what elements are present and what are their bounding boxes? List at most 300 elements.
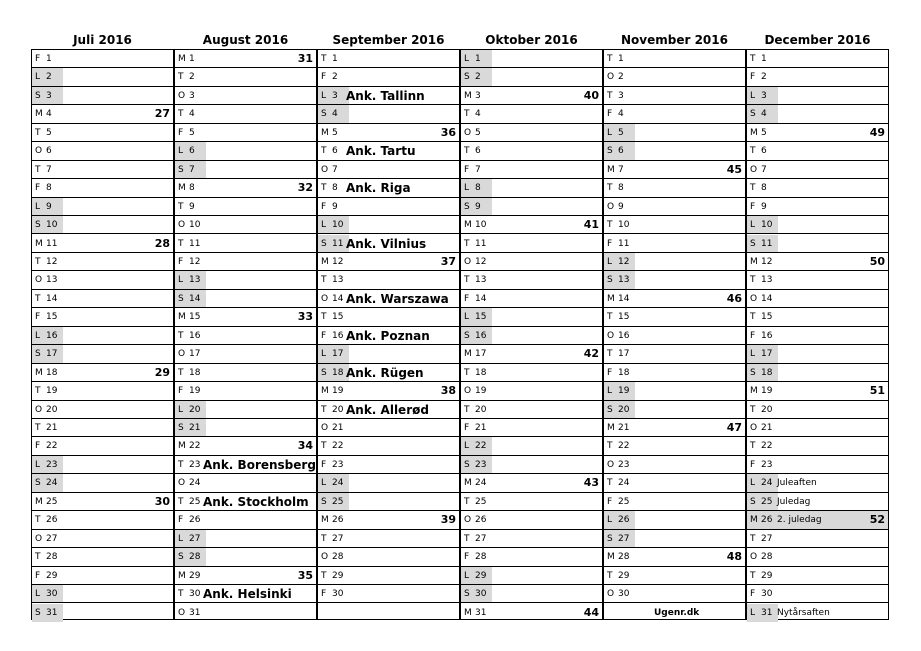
- site-footer: Ugenr.dk: [654, 607, 700, 618]
- weekday-letter: S: [750, 496, 756, 507]
- day-number: 27: [46, 533, 58, 544]
- day-number: 13: [761, 275, 773, 286]
- weekday-letter: T: [35, 256, 41, 267]
- day-row: [747, 271, 888, 289]
- event-label: Ank. Warszawa: [346, 291, 449, 306]
- day-row: [318, 253, 459, 271]
- day-number: 24: [332, 478, 344, 489]
- weekday-letter: F: [321, 330, 327, 341]
- day-number: 31: [761, 607, 773, 618]
- weekday-letter: L: [321, 90, 327, 101]
- day-number: 1: [618, 54, 624, 64]
- day-number: 5: [761, 127, 767, 138]
- weekday-letter: S: [464, 459, 470, 470]
- day-number: 23: [761, 459, 773, 470]
- day-number: 29: [761, 570, 773, 581]
- day-row: [747, 585, 888, 603]
- day-number: 21: [332, 423, 344, 433]
- day-number: 9: [618, 201, 624, 212]
- weekday-letter: L: [750, 90, 756, 101]
- event-label: Ank. Helsinki: [203, 587, 292, 602]
- day-row: [604, 198, 745, 216]
- day-row: [32, 290, 173, 308]
- weekday-letter: O: [750, 552, 758, 563]
- week-number: 45: [726, 162, 742, 176]
- week-number: 30: [154, 494, 170, 508]
- day-number: 15: [189, 312, 201, 323]
- weekday-letter: T: [750, 54, 756, 64]
- day-number: 29: [46, 570, 58, 581]
- day-number: 25: [761, 496, 773, 507]
- day-number: 8: [618, 183, 624, 194]
- week-number: 36: [440, 125, 456, 139]
- day-number: 29: [332, 570, 344, 581]
- day-number: 30: [189, 589, 201, 600]
- day-number: 24: [189, 478, 201, 489]
- weekday-letter: T: [321, 146, 327, 157]
- weekday-letter: T: [321, 312, 327, 323]
- weekday-letter: F: [607, 496, 613, 507]
- day-number: 11: [332, 238, 344, 249]
- day-row: [747, 474, 888, 492]
- weekday-letter: M: [750, 256, 758, 267]
- day-row: [318, 456, 459, 474]
- day-row: [175, 216, 316, 234]
- day-row: [32, 216, 173, 234]
- day-number: 14: [475, 293, 487, 304]
- weekday-letter: L: [35, 459, 41, 470]
- month-column: [746, 49, 889, 620]
- day-row: [318, 235, 459, 253]
- weekday-letter: F: [464, 164, 470, 175]
- weekday-letter: T: [35, 515, 41, 526]
- day-row: [461, 437, 602, 455]
- day-row: [175, 142, 316, 160]
- day-row: [318, 419, 459, 437]
- weekday-letter: M: [178, 54, 186, 64]
- day-row: [747, 68, 888, 86]
- day-row: [461, 124, 602, 142]
- day-number: 1: [189, 54, 195, 64]
- month-column: [603, 49, 746, 620]
- day-number: 19: [332, 386, 344, 397]
- week-number: 27: [154, 107, 170, 121]
- weekday-letter: L: [321, 220, 327, 231]
- week-number: 32: [297, 181, 313, 195]
- weekday-letter: L: [321, 349, 327, 360]
- week-number: 51: [869, 384, 885, 398]
- week-number: 38: [440, 384, 456, 398]
- day-number: 3: [618, 90, 624, 101]
- day-row: [318, 105, 459, 123]
- weekday-letter: L: [178, 533, 184, 544]
- weekday-letter: L: [607, 256, 613, 267]
- day-number: 6: [332, 146, 338, 157]
- weekday-letter: T: [321, 570, 327, 581]
- day-row: [175, 290, 316, 308]
- day-number: 25: [46, 496, 58, 507]
- weekday-letter: T: [178, 109, 184, 120]
- week-number: 43: [583, 476, 599, 490]
- day-number: 16: [475, 330, 487, 341]
- day-row: [604, 253, 745, 271]
- day-number: 10: [189, 220, 201, 231]
- day-row: [747, 161, 888, 179]
- day-row: [318, 198, 459, 216]
- day-number: 15: [475, 312, 487, 323]
- day-row: [318, 124, 459, 142]
- weekday-letter: T: [178, 238, 184, 249]
- day-number: 10: [475, 220, 487, 231]
- day-row: [461, 474, 602, 492]
- day-row: [32, 530, 173, 548]
- day-number: 12: [332, 256, 344, 267]
- day-row: [604, 124, 745, 142]
- day-row: [461, 50, 602, 68]
- day-row: [32, 419, 173, 437]
- weekday-letter: S: [178, 423, 184, 433]
- weekday-letter: T: [750, 441, 756, 452]
- day-number: 28: [332, 552, 344, 563]
- day-number: 19: [46, 386, 58, 397]
- weekday-letter: O: [464, 127, 472, 138]
- weekday-letter: F: [321, 72, 327, 83]
- weekday-letter: T: [607, 441, 613, 452]
- weekday-letter: L: [35, 589, 41, 600]
- day-number: 27: [332, 533, 344, 544]
- day-row: [318, 437, 459, 455]
- day-row: [747, 567, 888, 585]
- weekday-letter: T: [35, 293, 41, 304]
- day-number: 24: [618, 478, 630, 489]
- day-number: 17: [332, 349, 344, 360]
- weekday-letter: F: [464, 293, 470, 304]
- day-row: [461, 567, 602, 585]
- day-number: 17: [761, 349, 773, 360]
- day-number: 17: [189, 349, 201, 360]
- day-number: 20: [475, 404, 487, 415]
- day-row: [747, 345, 888, 363]
- day-row: [461, 235, 602, 253]
- day-row: [747, 419, 888, 437]
- day-number: 4: [761, 109, 767, 120]
- day-number: 8: [46, 183, 52, 194]
- weekday-letter: S: [321, 496, 327, 507]
- day-number: 2: [618, 72, 624, 83]
- day-number: 18: [761, 367, 773, 378]
- weekday-letter: M: [750, 515, 758, 526]
- month-column: [317, 49, 460, 620]
- day-row: [175, 327, 316, 345]
- day-number: 25: [475, 496, 487, 507]
- weekday-letter: M: [607, 164, 615, 175]
- weekday-letter: T: [178, 367, 184, 378]
- day-number: 28: [189, 552, 201, 563]
- weekday-letter: T: [607, 349, 613, 360]
- weekday-letter: S: [607, 275, 613, 286]
- month-title: Oktober 2016: [485, 33, 578, 47]
- weekday-letter: F: [607, 238, 613, 249]
- weekday-letter: L: [750, 607, 756, 618]
- weekday-letter: M: [607, 293, 615, 304]
- weekday-letter: T: [178, 459, 184, 470]
- weekday-letter: S: [178, 293, 184, 304]
- day-row: [461, 198, 602, 216]
- day-row: [747, 493, 888, 511]
- day-number: 6: [761, 146, 767, 157]
- day-row: [175, 456, 316, 474]
- day-number: 8: [189, 183, 195, 194]
- day-row: [604, 308, 745, 326]
- day-number: 23: [618, 459, 630, 470]
- day-row: [747, 456, 888, 474]
- day-row: [604, 290, 745, 308]
- day-row: [747, 604, 888, 622]
- week-number: 40: [583, 88, 599, 102]
- weekday-letter: L: [464, 54, 470, 64]
- day-row: [175, 345, 316, 363]
- day-row: [747, 382, 888, 400]
- day-number: 9: [475, 201, 481, 212]
- weekday-letter: O: [607, 72, 615, 83]
- week-number: 35: [297, 568, 313, 582]
- weekday-letter: T: [607, 54, 613, 64]
- weekday-letter: M: [321, 386, 329, 397]
- weekday-letter: M: [35, 496, 43, 507]
- event-label: Ank. Tartu: [346, 144, 416, 159]
- weekday-letter: F: [35, 570, 41, 581]
- day-row: [604, 271, 745, 289]
- day-number: 4: [475, 109, 481, 120]
- day-number: 8: [761, 183, 767, 194]
- day-row: [747, 142, 888, 160]
- day-row: [747, 50, 888, 68]
- day-number: 12: [618, 256, 630, 267]
- day-row: [32, 604, 173, 622]
- day-number: 15: [618, 312, 630, 323]
- weekday-letter: L: [607, 386, 613, 397]
- month-title: Juli 2016: [73, 33, 132, 47]
- weekday-letter: T: [464, 238, 470, 249]
- day-number: 30: [46, 589, 58, 600]
- day-number: 1: [761, 54, 767, 64]
- weekday-letter: M: [321, 256, 329, 267]
- day-number: 12: [189, 256, 201, 267]
- day-number: 30: [761, 589, 773, 600]
- day-number: 15: [761, 312, 773, 323]
- day-row: [175, 198, 316, 216]
- weekday-letter: O: [178, 90, 186, 101]
- day-row: [318, 382, 459, 400]
- day-number: 23: [332, 459, 344, 470]
- weekday-letter: T: [321, 183, 327, 194]
- day-number: 7: [46, 164, 52, 175]
- weekday-letter: T: [35, 552, 41, 563]
- weekday-letter: S: [464, 72, 470, 83]
- day-row: [175, 511, 316, 529]
- day-row: [32, 179, 173, 197]
- day-number: 15: [46, 312, 58, 323]
- day-number: 6: [618, 146, 624, 157]
- day-number: 27: [189, 533, 201, 544]
- day-number: 4: [189, 109, 195, 120]
- day-row: [32, 198, 173, 216]
- day-number: 22: [332, 441, 344, 452]
- day-row: [175, 50, 316, 68]
- weekday-letter: F: [35, 54, 41, 64]
- day-number: 25: [189, 496, 201, 507]
- event-label: Ank. Allerød: [346, 402, 429, 417]
- day-row: [175, 68, 316, 86]
- day-row: [604, 87, 745, 105]
- weekday-letter: F: [178, 256, 184, 267]
- day-row: [32, 253, 173, 271]
- day-row: [175, 271, 316, 289]
- day-row: [747, 511, 888, 529]
- weekday-letter: M: [35, 238, 43, 249]
- weekday-letter: O: [750, 164, 758, 175]
- weekday-letter: F: [750, 72, 756, 83]
- weekday-letter: O: [321, 293, 329, 304]
- day-number: 23: [475, 459, 487, 470]
- weekday-letter: S: [607, 146, 613, 157]
- day-number: 10: [332, 220, 344, 231]
- weekday-letter: T: [750, 312, 756, 323]
- day-row: [175, 308, 316, 326]
- day-number: 8: [475, 183, 481, 194]
- day-row: [461, 456, 602, 474]
- weekday-letter: S: [321, 109, 327, 120]
- day-row: [461, 308, 602, 326]
- day-number: 12: [761, 256, 773, 267]
- event-label: Ank. Stockholm: [203, 494, 309, 509]
- weekday-letter: O: [321, 164, 329, 175]
- day-number: 2: [761, 72, 767, 83]
- weekday-letter: S: [35, 90, 41, 101]
- day-number: 13: [332, 275, 344, 286]
- weekday-letter: O: [464, 256, 472, 267]
- day-row: [604, 419, 745, 437]
- day-number: 26: [761, 515, 773, 526]
- day-number: 22: [475, 441, 487, 452]
- day-row: [318, 364, 459, 382]
- day-row: [461, 105, 602, 123]
- day-row: [604, 216, 745, 234]
- weekday-letter: S: [607, 533, 613, 544]
- day-number: 18: [618, 367, 630, 378]
- day-row: [747, 216, 888, 234]
- week-number: 50: [869, 254, 885, 268]
- weekday-letter: T: [178, 496, 184, 507]
- weekday-letter: O: [35, 533, 43, 544]
- week-number: 34: [297, 439, 313, 453]
- day-number: 1: [46, 54, 52, 64]
- event-label: Ank. Poznan: [346, 328, 430, 343]
- day-number: 11: [46, 238, 58, 249]
- day-number: 2: [332, 72, 338, 83]
- day-number: 22: [46, 441, 58, 452]
- day-number: 28: [761, 552, 773, 563]
- day-row: [461, 604, 602, 622]
- day-number: 5: [189, 127, 195, 138]
- weekday-letter: T: [464, 496, 470, 507]
- day-number: 31: [189, 607, 201, 618]
- event-label: Ank. Vilnius: [346, 236, 427, 251]
- day-number: 29: [618, 570, 630, 581]
- day-number: 24: [46, 478, 58, 489]
- day-row: [604, 437, 745, 455]
- day-number: 19: [189, 386, 201, 397]
- weekday-letter: S: [35, 607, 41, 618]
- day-number: 11: [475, 238, 487, 249]
- weekday-letter: F: [178, 127, 184, 138]
- day-number: 14: [761, 293, 773, 304]
- day-number: 3: [332, 90, 338, 101]
- weekday-letter: T: [178, 589, 184, 600]
- day-row: [32, 271, 173, 289]
- day-number: 9: [189, 201, 195, 212]
- day-number: 2: [46, 72, 52, 83]
- weekday-letter: S: [464, 330, 470, 341]
- day-number: 15: [332, 312, 344, 323]
- day-row: [461, 585, 602, 603]
- day-number: 18: [475, 367, 487, 378]
- day-number: 19: [761, 386, 773, 397]
- weekday-letter: L: [607, 127, 613, 138]
- day-row: [461, 68, 602, 86]
- day-row: [747, 179, 888, 197]
- month-title: September 2016: [332, 33, 445, 47]
- weekday-letter: F: [607, 109, 613, 120]
- weekday-letter: S: [321, 367, 327, 378]
- day-row: [604, 456, 745, 474]
- month-title: November 2016: [621, 33, 728, 47]
- day-row: [604, 511, 745, 529]
- weekday-letter: O: [35, 404, 43, 415]
- day-row: [747, 235, 888, 253]
- day-row: [461, 382, 602, 400]
- weekday-letter: L: [464, 570, 470, 581]
- week-number: 42: [583, 347, 599, 361]
- day-number: 3: [761, 90, 767, 101]
- weekday-letter: M: [178, 183, 186, 194]
- day-row: [604, 401, 745, 419]
- weekday-letter: L: [750, 349, 756, 360]
- day-row: [175, 253, 316, 271]
- day-number: 26: [46, 515, 58, 526]
- weekday-letter: T: [607, 183, 613, 194]
- weekday-letter: T: [750, 146, 756, 157]
- weekday-letter: O: [464, 386, 472, 397]
- day-number: 12: [46, 256, 58, 267]
- day-row: [318, 290, 459, 308]
- month-title: August 2016: [202, 33, 289, 47]
- day-row: [318, 87, 459, 105]
- weekday-letter: L: [607, 515, 613, 526]
- day-row: [461, 419, 602, 437]
- day-number: 7: [189, 164, 195, 175]
- weekday-letter: M: [178, 312, 186, 323]
- day-row: [604, 585, 745, 603]
- week-number: 41: [583, 218, 599, 232]
- day-row: [461, 364, 602, 382]
- weekday-letter: M: [464, 220, 472, 231]
- day-row: [318, 511, 459, 529]
- day-row: [175, 179, 316, 197]
- day-number: 27: [618, 533, 630, 544]
- day-row: [175, 87, 316, 105]
- day-number: 5: [475, 127, 481, 138]
